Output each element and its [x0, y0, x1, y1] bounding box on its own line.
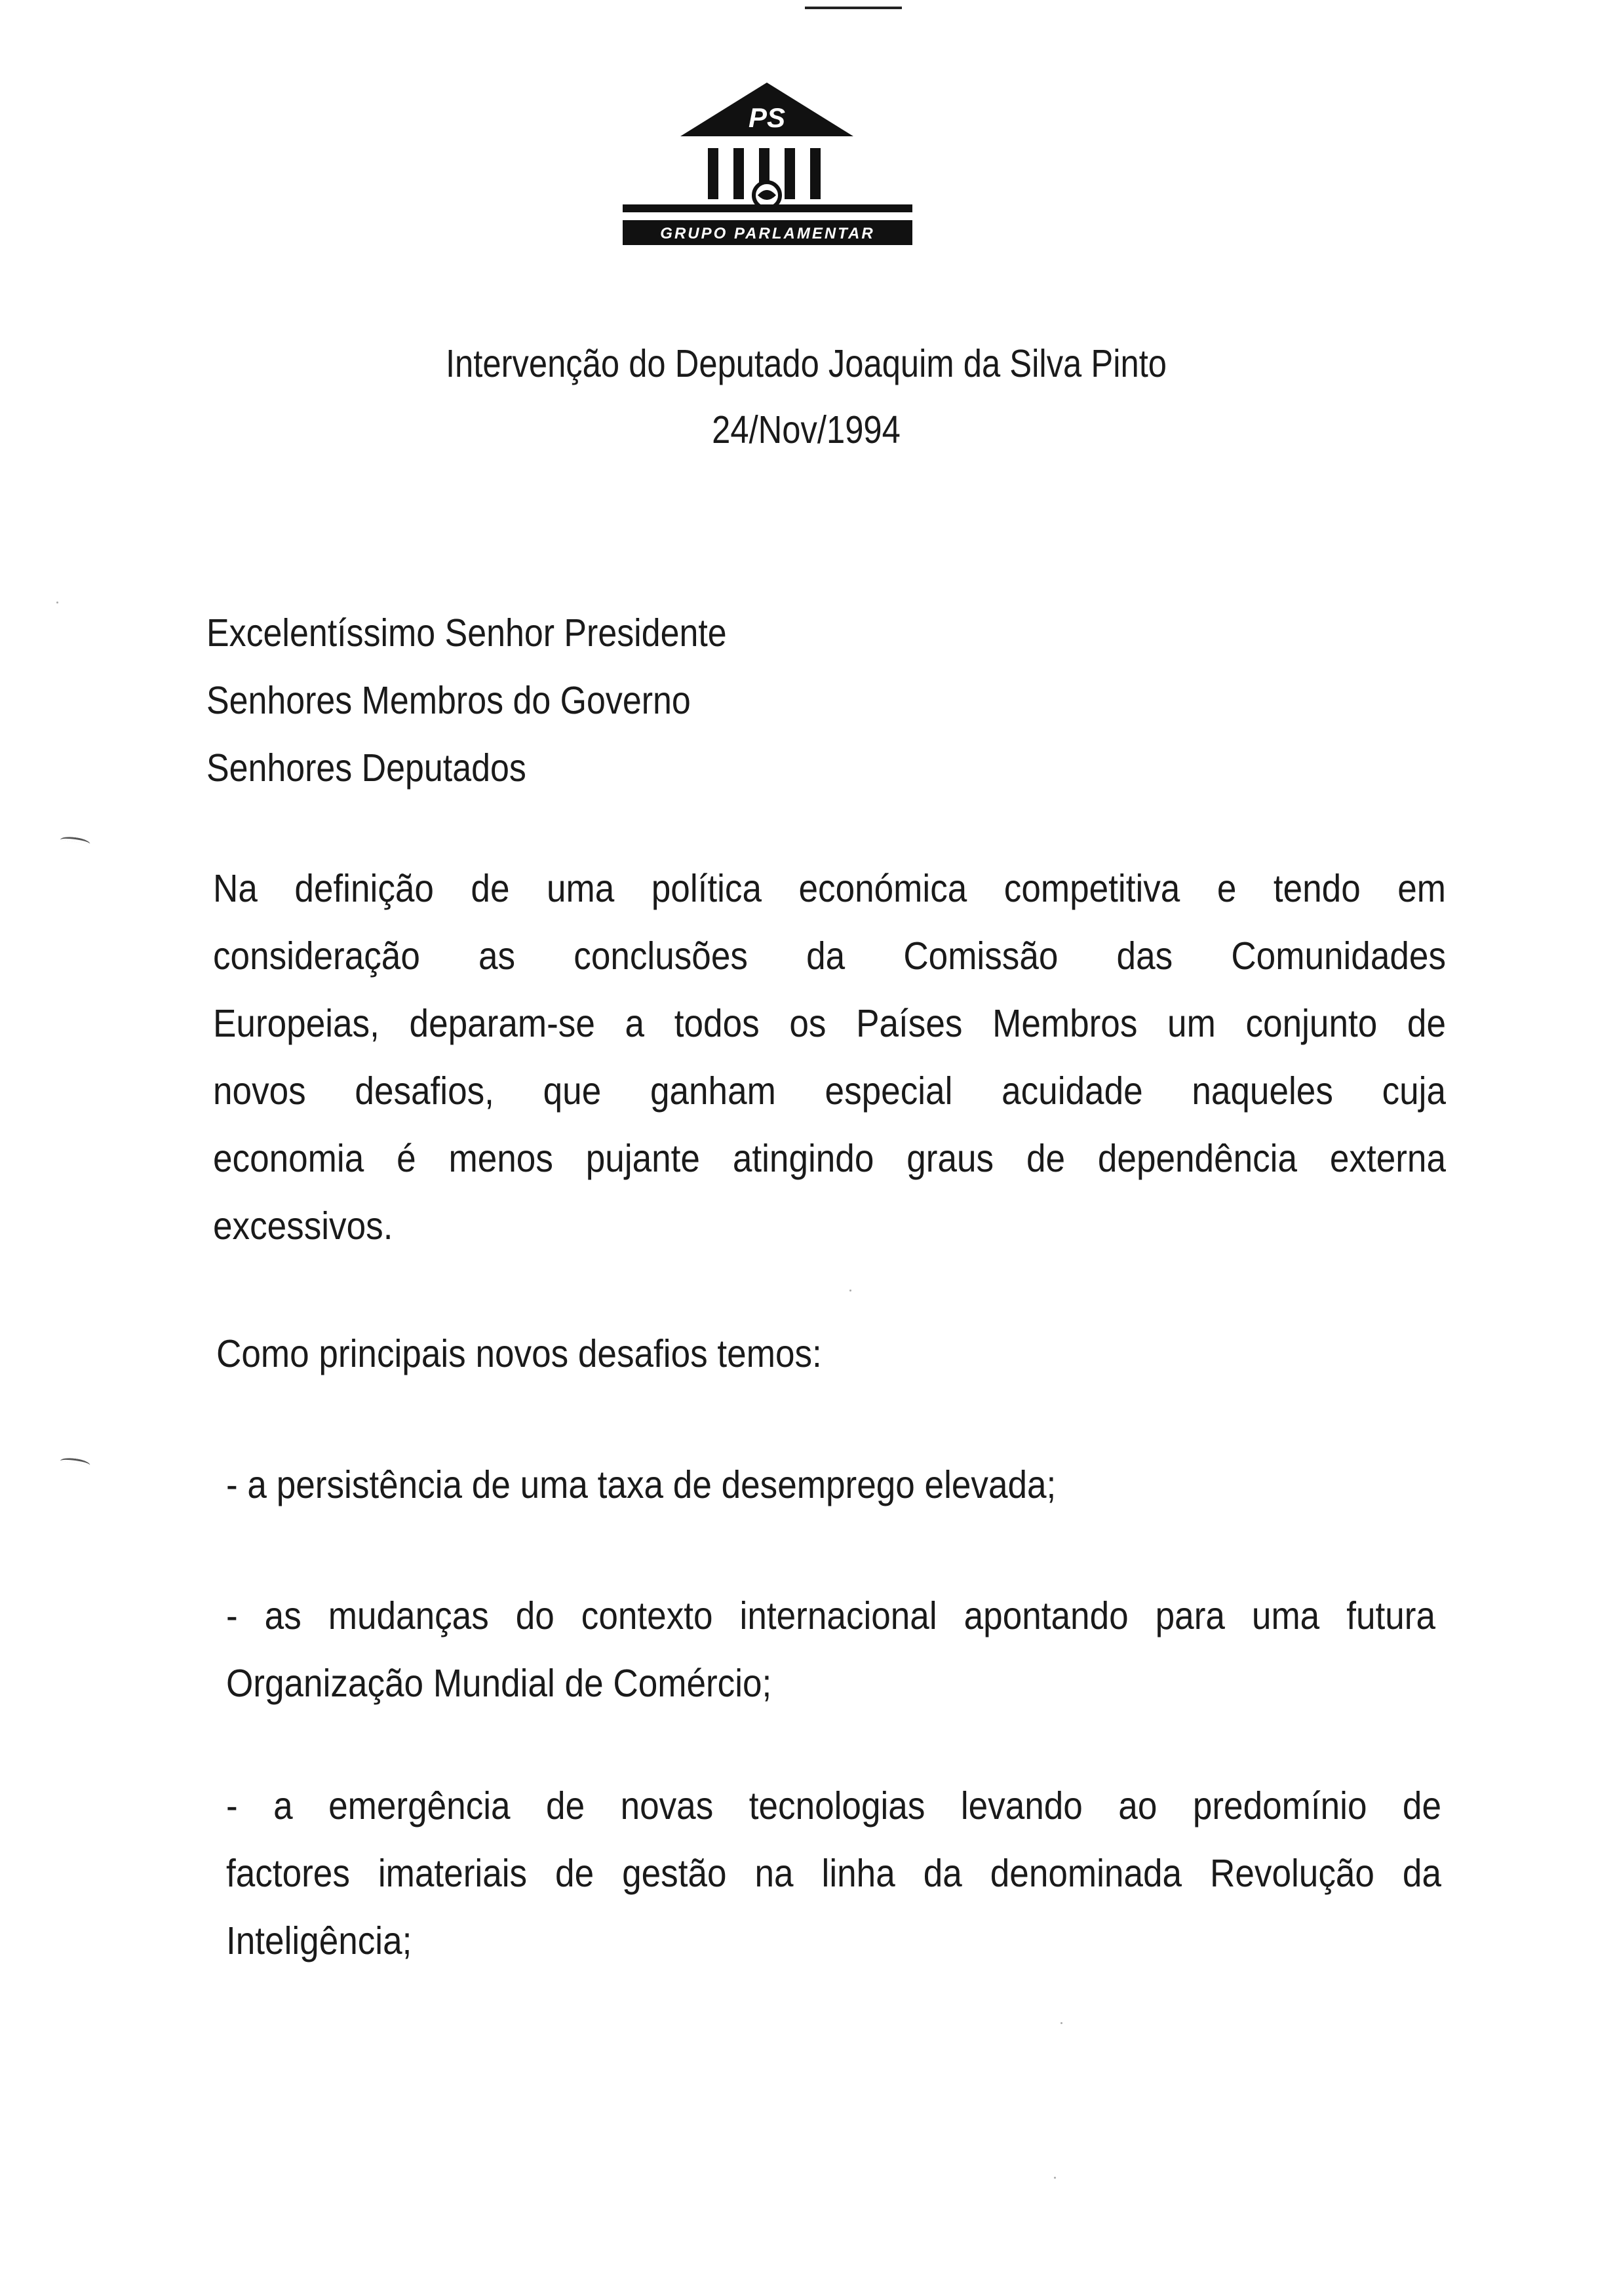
paragraph-line: factores imateriais de gestão na linha da denominada Revolução da [226, 1852, 1441, 1895]
paragraph-line: consideração as conclusões da Comissão das Comunidades [213, 934, 1446, 978]
scan-speck [1060, 2022, 1062, 2024]
paragraph-line: - a persistência de uma taxa de desemprego elevada; [226, 1463, 1057, 1506]
document-title: Intervenção do Deputado Joaquim da Silva Pinto [445, 342, 1167, 385]
challenge-item-unemployment [226, 1451, 1406, 1519]
document-date: 24/Nov/1994 [712, 408, 901, 451]
salutation-line: Senhores Deputados [206, 746, 526, 790]
salutation-line: Senhores Membros do Governo [206, 679, 691, 722]
paragraph-line: - as mudanças do contexto internacional apontando para uma futura [226, 1594, 1435, 1637]
paragraph-line: novos desafios, que ganham especial acuidade naqueles cuja [213, 1069, 1446, 1113]
paragraph-line: excessivos. [213, 1204, 393, 1248]
scan-speck [56, 602, 58, 603]
paragraph-line: economia é menos pujante atingindo graus de dependência externa [213, 1137, 1446, 1180]
paragraph-line: Organização Mundial de Comércio; [226, 1662, 772, 1705]
logo-emblem-icon [610, 79, 924, 256]
challenge-item-new-technologies [226, 1772, 1441, 1975]
paragraph-line: Como principais novos desafios temos: [216, 1332, 822, 1375]
salutation-line: Excelentíssimo Senhor Presidente [206, 611, 727, 655]
challenge-item-international-context [226, 1582, 1435, 1717]
paragraph-line: - a emergência de novas tecnologias levando ao predomínio de [226, 1784, 1441, 1827]
scan-speck [1054, 2177, 1056, 2179]
top-scan-line [805, 7, 902, 9]
challenges-lead [216, 1320, 1337, 1388]
margin-punch-mark [60, 1457, 91, 1465]
logo-caption-text: GRUPO PARLAMENTAR [660, 225, 875, 242]
salutation-block [206, 600, 727, 802]
logo-badge-text: PS [748, 102, 786, 133]
ps-parliamentary-group-logo [610, 79, 924, 256]
scan-speck [849, 1290, 851, 1292]
paragraph-line: Europeias, deparam-se a todos os Países Membros um conjunto de [213, 1002, 1446, 1045]
paragraph-line: Inteligência; [226, 1919, 412, 1962]
document-header [440, 331, 1173, 463]
intro-paragraph [213, 855, 1446, 1260]
paragraph-line: Na definição de uma política económica competitiva e tendo em [213, 867, 1446, 910]
margin-punch-mark [60, 835, 91, 844]
